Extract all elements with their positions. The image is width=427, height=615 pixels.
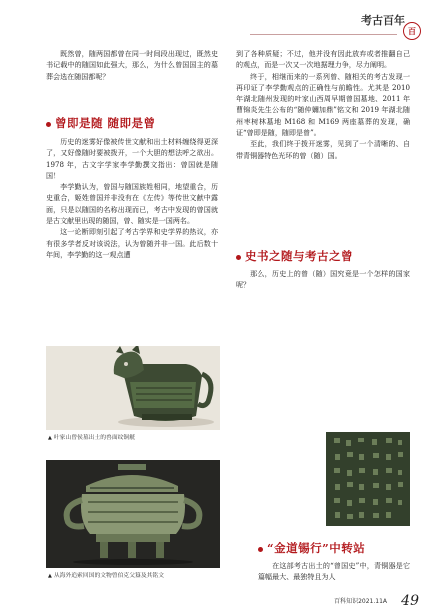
heading-bullet-icon: [46, 122, 51, 127]
left-intro: [46, 48, 218, 82]
right-paragraph: 到了各种质疑；不过，他并没有因此放弃或者推翻自己的观点，而是一次又一次地据理力争，尽力阐明。: [236, 49, 410, 70]
header-rule: [250, 34, 397, 35]
heading-bullet-icon: [236, 255, 241, 260]
heading-2: 史书之随与考古之曾: [236, 248, 353, 264]
intro-paragraph: 既然曾，随两国都曾在同一时间段出现过，既然史书记载中的随国如此强大，那么，为什么曾国国主的墓葬会选在随国都呢？: [46, 49, 218, 81]
left-body: [46, 136, 218, 260]
left-paragraph: 李学勤认为，曾国与随国族姓相同，地望重合，历史重合，姬姓曾国并非没有在《左传》等传世文献中露面，只是以随国的名称出现而已，考古中发现的曾国就是古文献里出现的随国，曾、随实是一国两名。: [46, 182, 218, 226]
caption-triangle-icon: ▲: [48, 573, 52, 579]
footer-journal: 百科知识2021.11A: [334, 598, 387, 605]
right-paragraph: 终于，相继而来的一系列曾、随相关的考古发现一再印证了李学勤观点的正确性与前瞻性。尤其是 2010 年湖北随州发现的叶家山西周早期曾国墓地、2011 年曹锦炎先生公布的“随仲嬭加鼎”铭文和 2019 年湖北随州枣树林墓地 M168 和 M169 两座墓葬的发现，确证“曾即是随，随即是曾”。: [236, 71, 410, 138]
heading-bullet-icon: [258, 547, 263, 552]
header-decoration-icon: 百: [403, 22, 421, 40]
right-body-top: [236, 48, 410, 161]
right-paragraph: 至此，我们终于拨开迷雾，见到了一个清晰的、自带青铜器特色光环的曾（随）国。: [236, 139, 410, 160]
caption-2: ▲ 从海外追索回国的文物曾伯克父簋及其铭文: [48, 573, 165, 579]
right-body-mid: [236, 268, 410, 291]
right-paragraph: 在这部考古出土的“曾国史”中，青铜器是它篇幅最大、最独特且为人: [258, 561, 410, 582]
page-number: 49: [401, 593, 419, 609]
heading-3: “金道锡行”中转站: [258, 540, 365, 556]
gui-vessel-photo: [46, 460, 220, 568]
caption-1: ▲ 叶家山曾侯墓出土的兽面纹铜觥: [48, 435, 136, 441]
bronze-gong-photo: [46, 346, 220, 430]
right-paragraph: 那么，历史上的曾（随）国究竟是一个怎样的国家呢？: [236, 269, 410, 290]
heading-1: 曾即是随 随即是曾: [46, 115, 156, 131]
caption-triangle-icon: ▲: [48, 435, 52, 441]
left-paragraph: 这一论断即刻引起了考古学界和史学界的热议，亦有很多学者反对该说法，认为曾随并非一国。此后数十年间，李学勤的这一观点遭: [46, 227, 218, 259]
header-section-label: 考古百年: [361, 14, 405, 27]
left-paragraph: 历史的迷雾好像被传世文献和出土材料缠绕得更深了，又好像随时要被拨开，一个大胆的想法呼之欲出。1978 年，古文字学家李学勤撰文指出：曾国就是随国！: [46, 137, 218, 180]
right-body-bottom: [258, 560, 410, 583]
inscription-rubbing-photo: [326, 432, 410, 526]
